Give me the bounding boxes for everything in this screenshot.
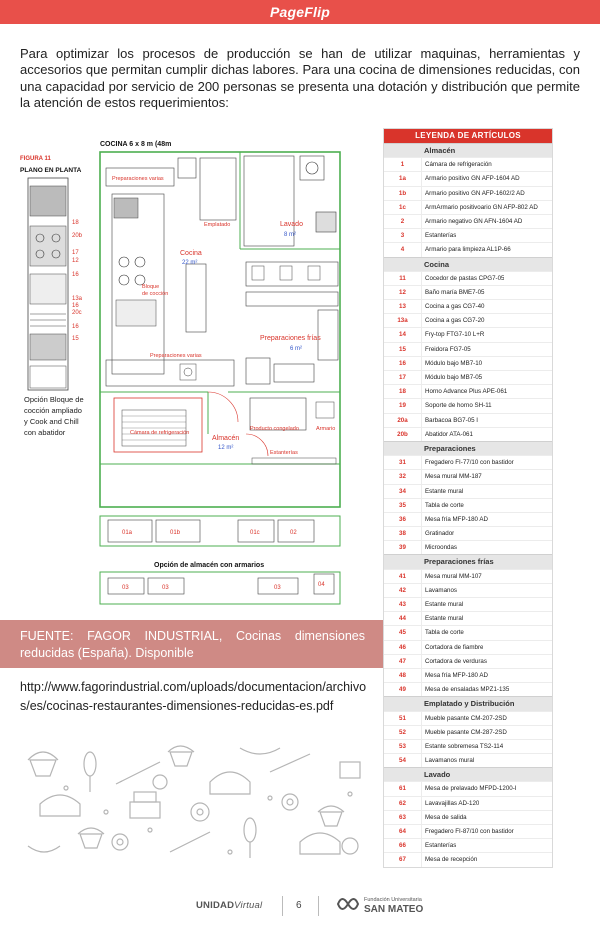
legend-row bbox=[384, 242, 552, 256]
source-text: FUENTE: FAGOR INDUSTRIAL, Cocinas dimensiones reducidas (España). Disponible bbox=[20, 629, 365, 660]
legend-row bbox=[384, 228, 552, 242]
legend-row bbox=[384, 171, 552, 185]
zone-label: Cocina bbox=[180, 250, 202, 257]
legend-code: 11 bbox=[384, 272, 422, 285]
legend-code: 54 bbox=[384, 754, 422, 767]
legend-row bbox=[384, 824, 552, 838]
legend-code: 34 bbox=[384, 485, 422, 498]
side-label: 17 bbox=[72, 250, 79, 256]
legend-row bbox=[384, 484, 552, 498]
legend-row bbox=[384, 753, 552, 767]
zone-area: 8 m² bbox=[284, 232, 296, 238]
legend-code: 18 bbox=[384, 385, 422, 398]
floor-plan bbox=[18, 134, 363, 610]
zone-label: Lavado bbox=[280, 221, 303, 228]
legend-code: 52 bbox=[384, 726, 422, 739]
legend-row bbox=[384, 157, 552, 171]
footer bbox=[0, 890, 600, 920]
legend-description: Abatidor ATA-061 bbox=[425, 430, 473, 438]
pattern-icons bbox=[28, 746, 360, 858]
option-code: 04 bbox=[318, 582, 325, 588]
legend-row bbox=[384, 427, 552, 441]
option-code: 03 bbox=[274, 585, 281, 591]
legend-row bbox=[384, 413, 552, 427]
legend-row bbox=[384, 200, 552, 214]
legend-description: Cortadora de fiambre bbox=[425, 643, 484, 651]
legend-code: 1 bbox=[384, 158, 422, 171]
legend-description: Mesa de ensaladas MPZ1-135 bbox=[425, 686, 510, 694]
zone-label: Producto congelado bbox=[250, 426, 299, 432]
option-text: con abatidor bbox=[24, 428, 66, 437]
legend-description: Mueble pasante CM-207-2SD bbox=[425, 714, 507, 722]
legend-table bbox=[383, 128, 553, 868]
legend-description: Lavamanos bbox=[425, 586, 457, 594]
legend-code: 3 bbox=[384, 229, 422, 242]
option-text: Opción Bloque de bbox=[24, 395, 84, 404]
legend-code: 16 bbox=[384, 357, 422, 370]
legend-code: 2 bbox=[384, 215, 422, 228]
legend-description: Módulo bajo MB7-05 bbox=[425, 374, 483, 381]
zone-area: 22 m² bbox=[182, 260, 198, 266]
legend-row bbox=[384, 498, 552, 512]
legend-row bbox=[384, 398, 552, 412]
legend-section-header: Almacén bbox=[384, 143, 552, 157]
legend-code: 32 bbox=[384, 470, 422, 483]
legend-description: Tabla de corte bbox=[425, 501, 464, 509]
legend-code: 53 bbox=[384, 740, 422, 753]
legend-code: 20a bbox=[384, 414, 422, 427]
legend-description: Freidora FG7-05 bbox=[425, 345, 471, 353]
side-label: 16 bbox=[72, 324, 79, 330]
legend-description: Tabla de corte bbox=[425, 629, 464, 637]
legend-description: Armario negativo GN AFN-1604 AD bbox=[425, 217, 523, 225]
legend-row bbox=[384, 540, 552, 554]
option-code: 02 bbox=[290, 530, 297, 536]
legend-row bbox=[384, 583, 552, 597]
zone-label: de cocción bbox=[142, 291, 169, 297]
legend-row bbox=[384, 838, 552, 852]
footer-divider bbox=[318, 896, 319, 916]
legend-code: 64 bbox=[384, 825, 422, 838]
legend-description: Barbacoa BG7-05 I bbox=[425, 416, 478, 424]
zone-label: Preparaciones varias bbox=[112, 176, 164, 182]
side-label: 20b bbox=[72, 233, 83, 239]
legend-description: Cocina a gas CG7-20 bbox=[425, 317, 485, 325]
san-mateo-logo-icon bbox=[336, 894, 360, 914]
legend-description: Estanterías bbox=[425, 232, 457, 240]
legend-row bbox=[384, 668, 552, 682]
legend-row bbox=[384, 810, 552, 824]
legend-description: Cocina a gas CG7-40 bbox=[425, 303, 485, 311]
legend-description: Cámara de refrigeración bbox=[425, 161, 492, 169]
legend-code: 38 bbox=[384, 527, 422, 540]
legend-code: 67 bbox=[384, 853, 422, 866]
legend-code: 45 bbox=[384, 626, 422, 639]
legend-description: Lavavajillas AD-120 bbox=[425, 799, 480, 807]
unidad-virtual-italic: Virtual bbox=[234, 900, 263, 911]
legend-row bbox=[384, 640, 552, 654]
option-code: 01c bbox=[250, 530, 260, 536]
side-label: 13a bbox=[72, 296, 83, 302]
food-pattern-decoration bbox=[20, 742, 365, 862]
legend-code: 48 bbox=[384, 669, 422, 682]
legend-description: Mesa fría MFP-180 AD bbox=[425, 671, 488, 679]
zone-label: Preparaciones frías bbox=[260, 335, 321, 342]
option-text: cocción ampliado bbox=[24, 406, 82, 415]
legend-description: Estante mural bbox=[425, 601, 464, 608]
option-code: 01b bbox=[170, 530, 181, 536]
san-mateo-brand bbox=[364, 895, 423, 915]
legend-code: 62 bbox=[384, 797, 422, 810]
legend-description: Mesa de prelavado MFPD-1200-I bbox=[425, 785, 517, 793]
legend-description: Armario positivo GN AFP-1602/2 AD bbox=[425, 189, 525, 197]
legend-row bbox=[384, 611, 552, 625]
legend-row bbox=[384, 313, 552, 327]
zone-label: Cámara de refrigeración bbox=[130, 430, 190, 436]
legend-description: Mesa de salida bbox=[425, 813, 467, 821]
legend-section-header: Cocina bbox=[384, 257, 552, 271]
legend-description: Mesa de recepción bbox=[425, 856, 478, 864]
legend-row bbox=[384, 469, 552, 483]
legend-code: 44 bbox=[384, 612, 422, 625]
legend-description: ArmArmario positivoario GN AFP-802 AD bbox=[425, 203, 538, 211]
legend-row bbox=[384, 682, 552, 696]
figure-label: FIGURA 11 bbox=[20, 156, 51, 162]
brand-small: Fundación Universitaria bbox=[364, 897, 422, 903]
legend-description: Lavamanos mural bbox=[425, 757, 475, 765]
legend-row bbox=[384, 512, 552, 526]
legend-description: Armario positivo GN AFP-1604 AD bbox=[425, 175, 520, 183]
legend-code: 66 bbox=[384, 839, 422, 852]
legend-row bbox=[384, 384, 552, 398]
legend-description: Gratinador bbox=[425, 530, 455, 538]
source-url[interactable]: http://www.fagorindustrial.com/uploads/documentacion/archivos/es/cocinas-restaurantes-dimensiones-reducidas-es.pdf bbox=[20, 680, 367, 713]
legend-row bbox=[384, 327, 552, 341]
legend-row bbox=[384, 370, 552, 384]
zone-label: Almacén bbox=[212, 435, 240, 442]
zone-label: Bloque bbox=[142, 284, 160, 290]
legend-code: 1c bbox=[384, 201, 422, 214]
legend-description: Mesa mural MM-187 bbox=[425, 473, 482, 481]
legend-code: 17 bbox=[384, 371, 422, 384]
legend-title: LEYENDA DE ARTÍCULOS bbox=[384, 129, 552, 143]
legend-code: 42 bbox=[384, 584, 422, 597]
legend-code: 13 bbox=[384, 300, 422, 313]
legend-code: 47 bbox=[384, 655, 422, 668]
legend-code: 51 bbox=[384, 712, 422, 725]
intro-paragraph: Para optimizar los procesos de producción se han de utilizar maquinas, herramientas y accesorios que permitan cumplir dichas labores. Para una cocina de dimensiones reducidas, con una capacidad por servicio de 200 personas se presenta una dotación y distribución que permite la atención de estos requerimientos: bbox=[20, 46, 580, 111]
legend-row bbox=[384, 455, 552, 469]
legend-row bbox=[384, 711, 552, 725]
legend-code: 14 bbox=[384, 328, 422, 341]
side-label: 12 bbox=[72, 258, 79, 264]
zone-area: 6 m² bbox=[290, 346, 302, 352]
option-code: 03 bbox=[122, 585, 129, 591]
zone-label: Preparaciones varias bbox=[150, 353, 202, 359]
source-box bbox=[0, 620, 383, 668]
legend-row bbox=[384, 739, 552, 753]
legend-description: Fregadero FI-87/10 con bastidor bbox=[425, 828, 514, 835]
page-number: 6 bbox=[296, 900, 302, 911]
legend-code: 35 bbox=[384, 499, 422, 512]
zone-label: Estanterías bbox=[270, 450, 298, 456]
legend-row bbox=[384, 725, 552, 739]
legend-code: 19 bbox=[384, 399, 422, 412]
legend-description: Mesa fría MFP-180 AD bbox=[425, 515, 488, 523]
legend-section-header: Emplatado y Distribución bbox=[384, 696, 552, 710]
legend-row bbox=[384, 285, 552, 299]
legend-row bbox=[384, 625, 552, 639]
legend-code: 1a bbox=[384, 172, 422, 185]
side-label: 16 bbox=[72, 272, 79, 278]
legend-code: 4 bbox=[384, 243, 422, 256]
legend-row bbox=[384, 342, 552, 356]
plano-label: PLANO EN PLANTA bbox=[20, 167, 82, 174]
legend-code: 39 bbox=[384, 541, 422, 554]
legend-row bbox=[384, 654, 552, 668]
footer-divider bbox=[282, 896, 283, 916]
legend-description: Fry-top FTG7-10 L+R bbox=[425, 331, 485, 339]
legend-code: 43 bbox=[384, 598, 422, 611]
legend-row bbox=[384, 299, 552, 313]
side-label: 18 bbox=[72, 220, 79, 226]
legend-row bbox=[384, 796, 552, 810]
legend-row bbox=[384, 271, 552, 285]
legend-row bbox=[384, 569, 552, 583]
legend-code: 20b bbox=[384, 428, 422, 441]
side-label: 20c bbox=[72, 310, 82, 316]
legend-code: 36 bbox=[384, 513, 422, 526]
side-label: 16 bbox=[72, 303, 79, 309]
legend-description: Cortadora de verduras bbox=[425, 657, 487, 665]
legend-code: 61 bbox=[384, 782, 422, 795]
legend-row bbox=[384, 356, 552, 370]
legend-description: Baño maría BME7-05 bbox=[425, 288, 485, 296]
unidad-virtual-logo bbox=[196, 900, 262, 911]
brand-big: SAN MATEO bbox=[364, 904, 424, 915]
zone-label: Armario bbox=[316, 426, 336, 432]
legend-section-header: Lavado bbox=[384, 767, 552, 781]
legend-description: Microondas bbox=[425, 544, 457, 552]
legend-description: Estante mural bbox=[425, 615, 464, 623]
legend-row bbox=[384, 526, 552, 540]
option-code: 01a bbox=[122, 530, 133, 536]
legend-row bbox=[384, 852, 552, 866]
legend-description: Soporte de horno SH-11 bbox=[425, 402, 492, 410]
legend-row bbox=[384, 214, 552, 228]
legend-description: Fregadero FI-77/10 con bastidor bbox=[425, 459, 514, 467]
legend-code: 13a bbox=[384, 314, 422, 327]
legend-code: 1b bbox=[384, 187, 422, 200]
legend-description: Cocedor de pastas CPG7-05 bbox=[425, 274, 505, 282]
legend-description: Estante sobremesa TS2-114 bbox=[425, 742, 504, 750]
top-bar bbox=[0, 0, 600, 24]
zone-area: 12 m² bbox=[218, 445, 234, 451]
legend-code: 31 bbox=[384, 456, 422, 469]
legend-code: 15 bbox=[384, 343, 422, 356]
legend-description: Armario para limpieza AL1P-66 bbox=[425, 246, 511, 254]
legend-description: Estante mural bbox=[425, 487, 464, 495]
option-code: 03 bbox=[162, 585, 169, 591]
zone-label: Emplatado bbox=[204, 222, 231, 228]
legend-description: Módulo bajo MB7-10 bbox=[425, 359, 483, 367]
app-title: PageFlip bbox=[270, 4, 330, 20]
plan-title: COCINA 6 x 8 m (48m bbox=[100, 141, 172, 148]
legend-row bbox=[384, 597, 552, 611]
legend-section-header: Preparaciones bbox=[384, 441, 552, 455]
legend-description: Horno Advance Plus APE-061 bbox=[425, 388, 508, 396]
legend-description: Mesa mural MM-107 bbox=[425, 572, 482, 580]
option-text: y Cook and Chill bbox=[24, 417, 79, 426]
legend-code: 49 bbox=[384, 683, 422, 696]
unidad-virtual-bold: UNIDAD bbox=[196, 900, 235, 911]
side-label: 15 bbox=[72, 336, 79, 342]
legend-code: 41 bbox=[384, 570, 422, 583]
option-almacen-label: Opción de almacén con armarios bbox=[154, 562, 265, 569]
legend-code: 12 bbox=[384, 286, 422, 299]
legend-description: Mueble pasante CM-287-2SD bbox=[425, 728, 507, 736]
legend-row bbox=[384, 186, 552, 200]
legend-row bbox=[384, 781, 552, 795]
floor-plan-drawing bbox=[18, 134, 363, 610]
legend-description: Estanterías bbox=[425, 842, 457, 850]
legend-code: 46 bbox=[384, 641, 422, 654]
legend-section-header: Preparaciones frías bbox=[384, 554, 552, 568]
legend-code: 63 bbox=[384, 811, 422, 824]
option-strip bbox=[28, 178, 68, 390]
